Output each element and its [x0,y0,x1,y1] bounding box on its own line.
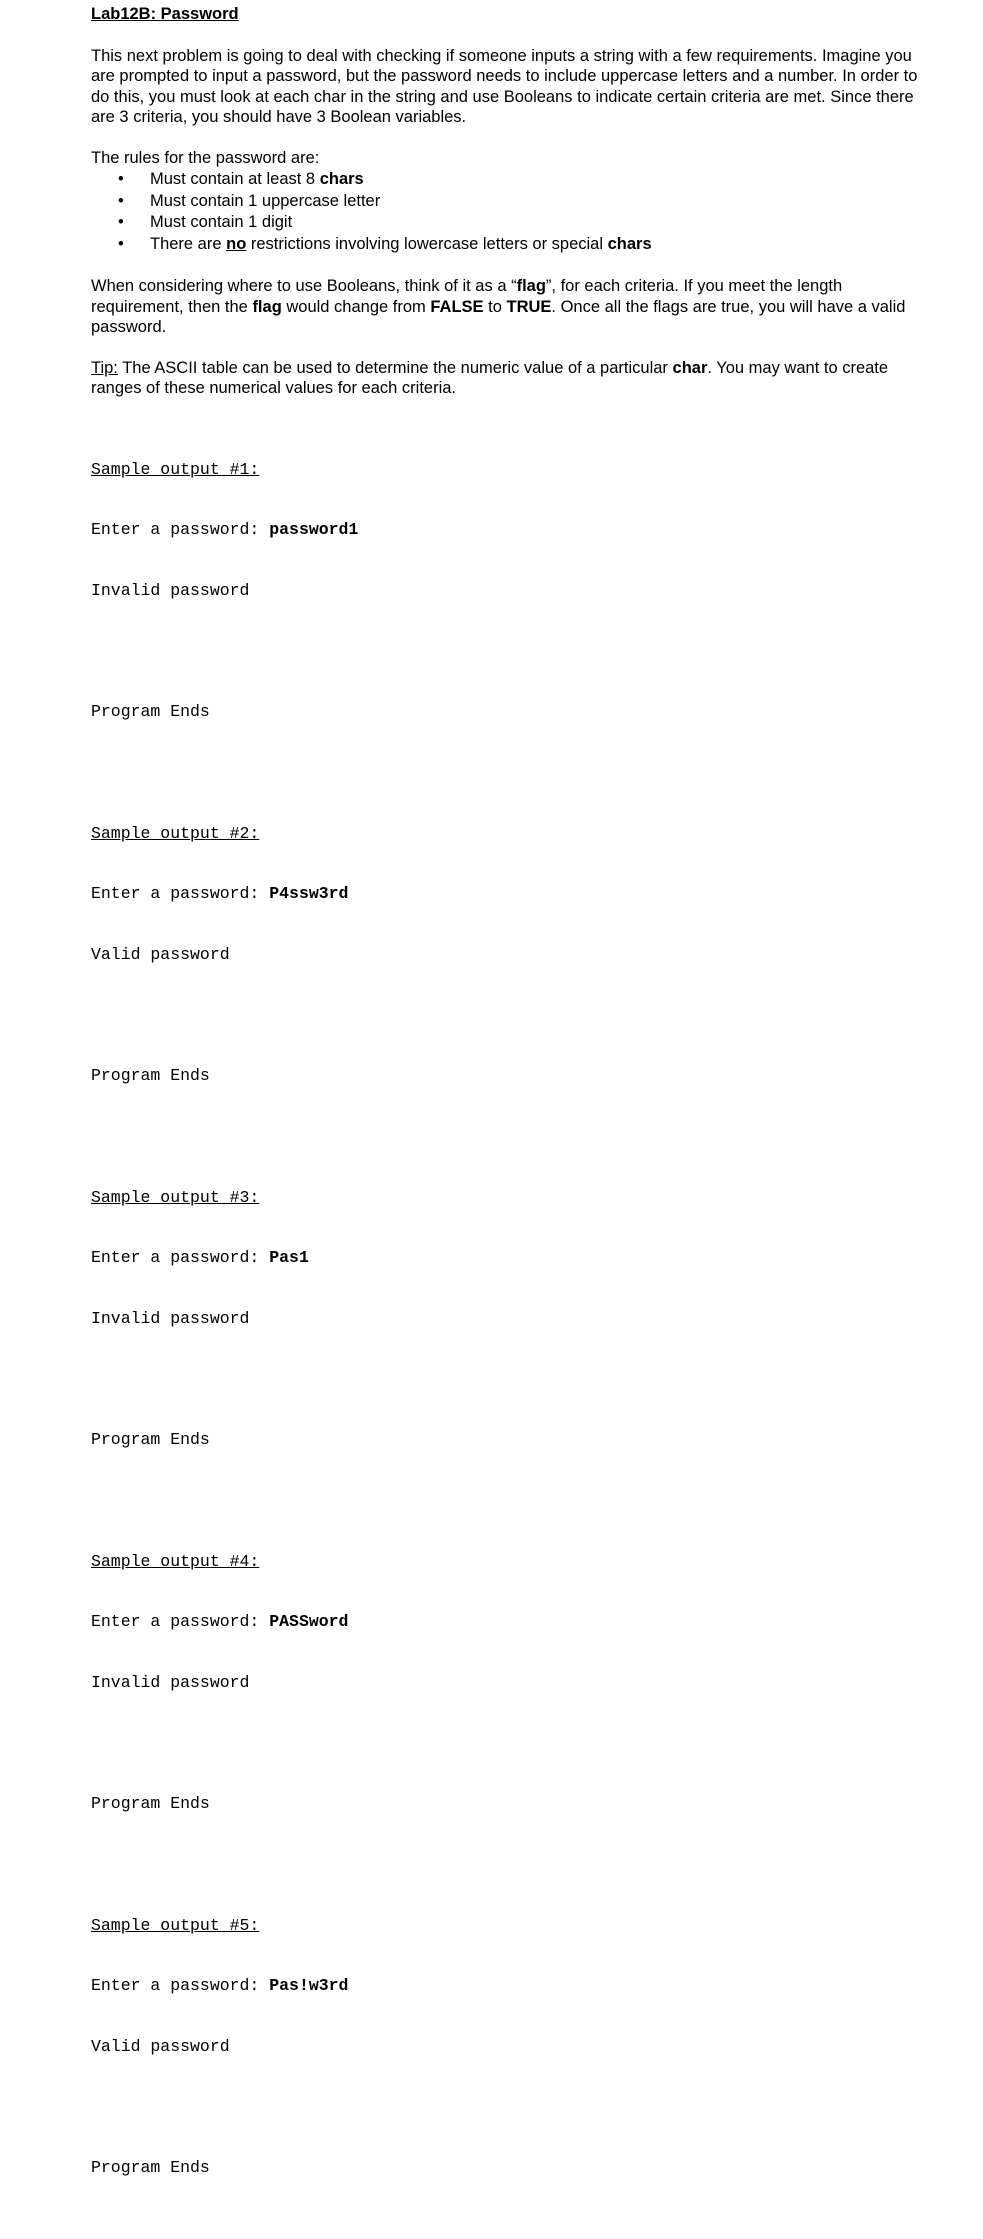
rules-intro: The rules for the password are: [91,149,320,168]
sample-input: Pas!w3rd [269,1976,349,1996]
page-title: Lab12B: Password [91,5,239,23]
flag-paragraph: When considering where to use Booleans, think of it as a “flag”, for each criteria. If you meet the length requirement, then the flag would change from FALSE to TRUE. Once all the flags are true, you will have a valid password. [91,277,906,337]
sample-heading: Sample output #2: [91,823,260,843]
sample-result: Invalid password [91,1672,250,1692]
bullet-icon: • [118,213,124,232]
sample-result: Invalid password [91,580,250,600]
bullet-icon: • [118,191,124,210]
bullet-icon: • [118,234,124,253]
sample-end: Program Ends [91,702,210,722]
rule-item: • Must contain at least 8 chars [91,169,921,191]
sample-heading: Sample output #1: [91,459,260,479]
sample-result: Valid password [91,2036,230,2056]
sample-heading: Sample output #3: [91,1187,260,1207]
intro-paragraph: This next problem is going to deal with checking if someone inputs a string with a few requirements. Imagine you are prompted to input a password, but the password needs to include uppercase letters and a number. In order to do this, you must look at each char in the string and use Booleans to indicate certain criteria are met. Since there are 3 criteria, you should have 3 Boolean variables. [91,47,918,127]
document-page [91,4,921,2239]
sample-result: Valid password [91,944,230,964]
sample-output-5: Sample output #5: Enter a password: Pas!w3rd Valid password Program Ends [91,1875,921,2218]
sample-input: PASSword [269,1612,349,1632]
rule-item: • Must contain 1 uppercase letter [91,191,921,213]
sample-output-2: Sample output #2: Enter a password: P4ssw3rd Valid password Program Ends [91,783,921,1126]
sample-end: Program Ends [91,2157,210,2177]
sample-input: Pas1 [269,1248,309,1268]
sample-result: Invalid password [91,1308,250,1328]
sample-output-1: Sample output #1: Enter a password: password1 Invalid password Program Ends [91,419,921,762]
rules-list [91,169,921,255]
tip-paragraph: Tip: The ASCII table can be used to determine the numeric value of a particular char. You may want to create ranges of these numerical values for each criteria. [91,359,889,398]
sample-outputs [91,419,921,2218]
sample-heading: Sample output #4: [91,1551,260,1571]
rule-item: • There are no restrictions involving lowercase letters or special chars [91,234,921,256]
sample-output-4: Sample output #4: Enter a password: PASSword Invalid password Program Ends [91,1511,921,1854]
sample-end: Program Ends [91,1793,210,1813]
sample-heading: Sample output #5: [91,1915,260,1935]
sample-input: password1 [269,520,359,540]
sample-end: Program Ends [91,1429,210,1449]
rule-item: • Must contain 1 digit [91,212,921,234]
tip-label: Tip: [91,359,118,378]
sample-end: Program Ends [91,1065,210,1085]
sample-output-3: Sample output #3: Enter a password: Pas1 Invalid password Program Ends [91,1147,921,1490]
bullet-icon: • [118,170,124,189]
sample-input: P4ssw3rd [269,884,349,904]
